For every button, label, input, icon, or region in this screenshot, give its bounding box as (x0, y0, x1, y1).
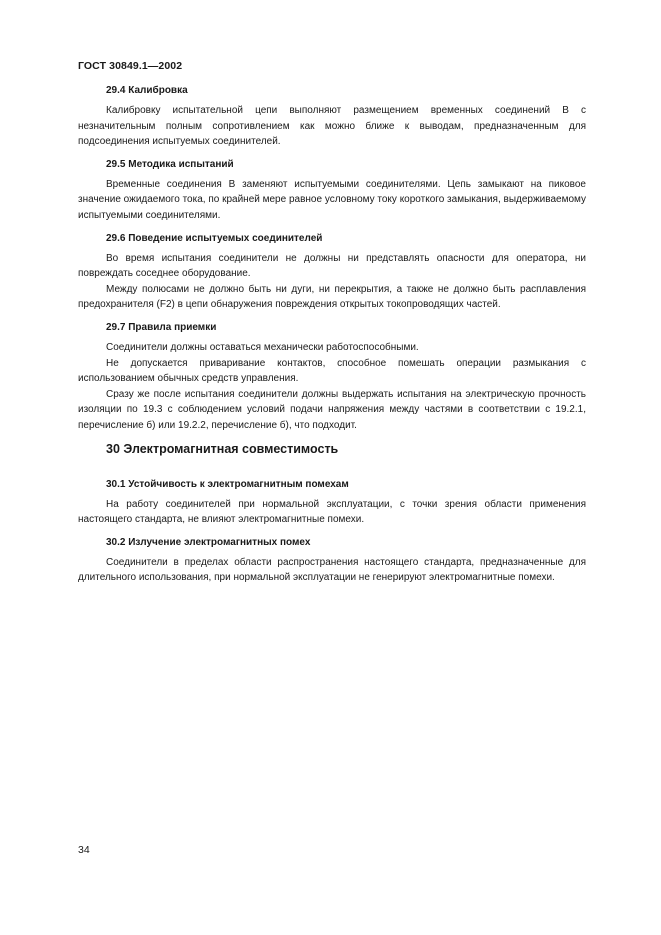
section-29-4-paragraph-1: Калибровку испытательной цепи выполняют размещением временных соединений B с незначительным полным сопротивлением как можно ближе к выводам, предназначенным для подсоединения испытуемых соединителей. (78, 105, 586, 148)
section-30-2-title: 30.2 Излучение электромагнитных помех (106, 536, 311, 548)
standard-header: ГОСТ 30849.1—2002 (78, 60, 183, 72)
page-number: 34 (78, 844, 90, 856)
section-29-7-paragraph-1: Соединители должны оставаться механически работоспособными. (106, 341, 419, 353)
section-29-7 (78, 321, 586, 434)
section-30-2-paragraph-1: Соединители в пределах области распространения настоящего стандарта, предназначенные для длительного использования, при нормальной эксплуатации не генерируют электромагнитные помехи. (78, 556, 586, 584)
section-29-4-title: 29.4 Калибровка (106, 85, 188, 96)
section-29-7-paragraph-2: Не допускается приваривание контактов, способное помешать операции размыкания с использованием обычных средств управления. (78, 357, 586, 385)
section-29-5-paragraph-1: Временные соединения B заменяют испытуемыми соединителями. Цепь замыкают на пиковое значение ожидаемого тока, по крайней мере равное условному току короткого замыкания, выдерживаемому испытуемыми соединителями. (78, 178, 586, 221)
section-30-1-title: 30.1 Устойчивость к электромагнитным помехам (106, 478, 349, 490)
section-29-5-title: 29.5 Методика испытаний (106, 158, 234, 170)
section-29-6 (78, 232, 586, 313)
section-30-title: 30 Электромагнитная совместимость (106, 441, 339, 456)
section-29-6-paragraph-1: Во время испытания соединители не должны ни представлять опасности для оператора, ни повреждать соседнее оборудование. (78, 252, 586, 280)
section-29-6-title: 29.6 Поведение испытуемых соединителей (106, 232, 323, 244)
section-29-5 (78, 158, 586, 224)
section-30-1-paragraph-1: На работу соединителей при нормальной эксплуатации, с точки зрения области применения настоящего стандарта, не влияют электромагнитные помехи. (78, 498, 586, 526)
section-30-1 (78, 478, 586, 528)
page-content (78, 84, 586, 594)
section-29-4 (78, 84, 586, 150)
section-29-6-paragraph-2: Между полюсами не должно быть ни дуги, ни перекрытия, а также не должно быть расплавления предохранителя (F2) в цепи обнаружения повреждения открытых токопроводящих частей. (78, 283, 586, 311)
section-30-2 (78, 536, 586, 586)
section-29-7-title: 29.7 Правила приемки (106, 321, 217, 333)
section-29-7-paragraph-3: Сразу же после испытания соединители должны выдержать испытания на электрическую прочность изоляции по 19.3 с соблюдением условий подачи напряжения между частями в соответствии с 19.2.1, перечисление б) или 19.2.2, перечисление б), что подходит. (78, 388, 586, 431)
